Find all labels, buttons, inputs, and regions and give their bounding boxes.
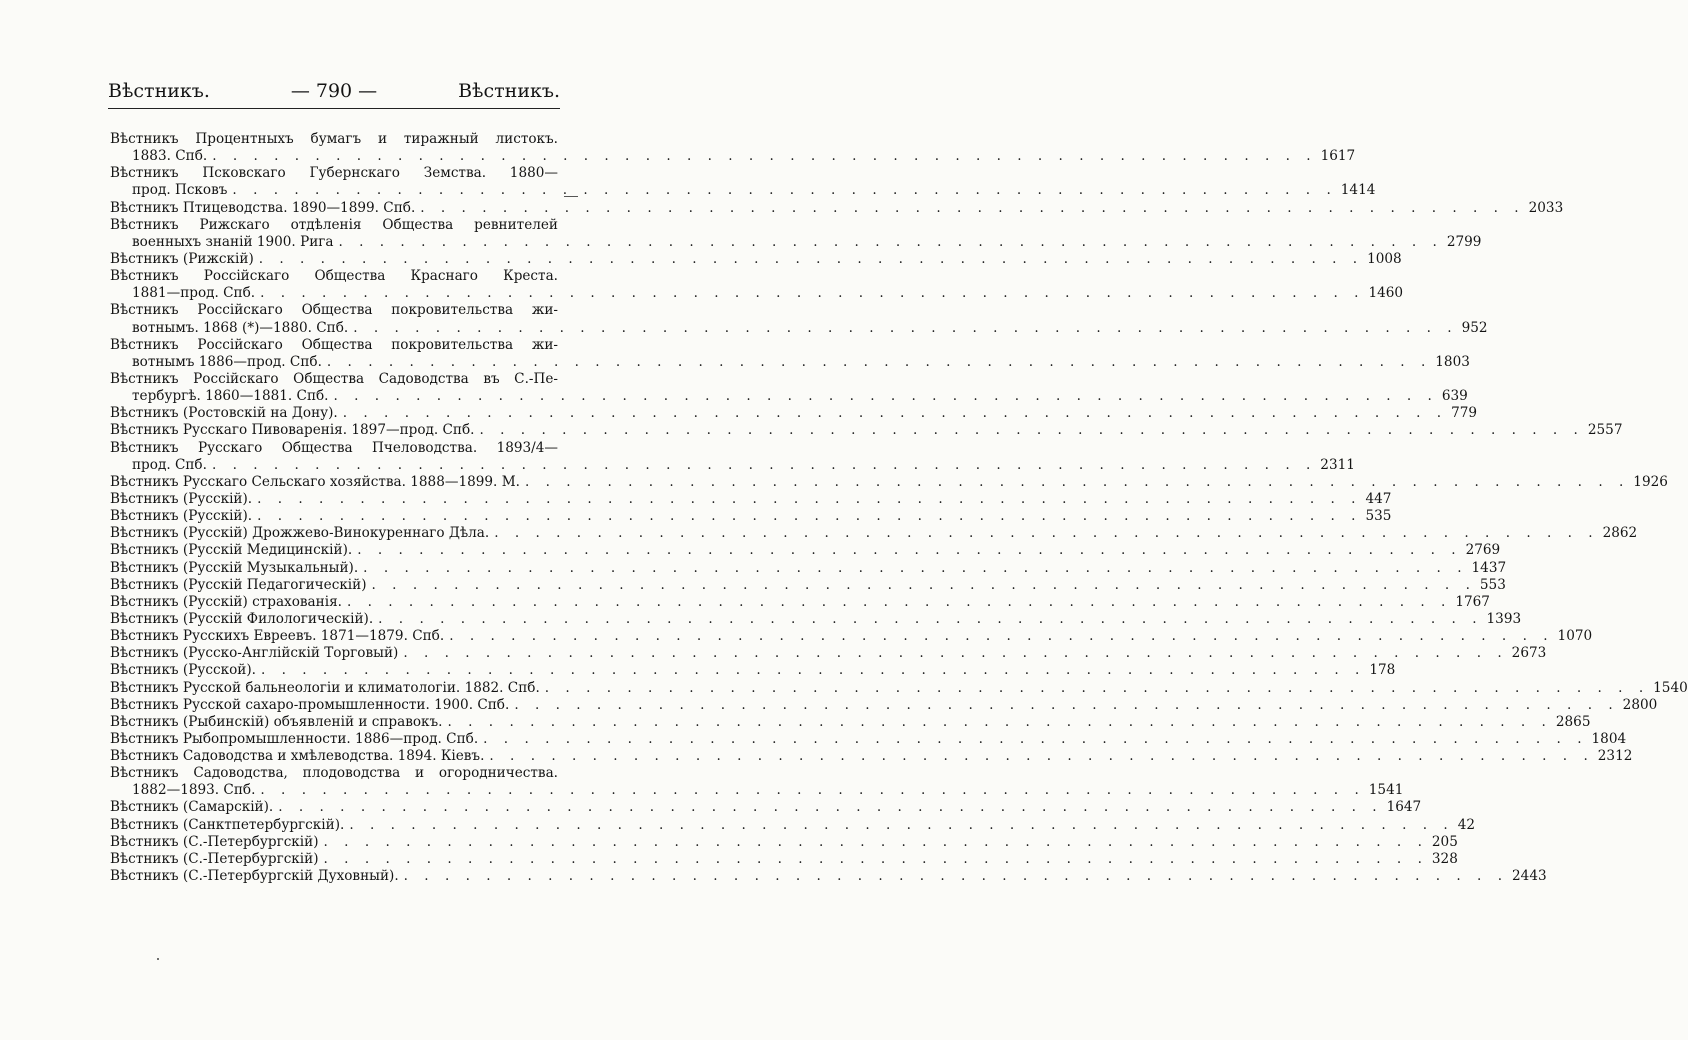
dot-leader: [256, 662, 1365, 679]
header-rule: [108, 108, 560, 109]
entry-number: 1008: [1367, 250, 1402, 267]
index-entry: [110, 799, 1422, 816]
index-entry: [110, 833, 1458, 851]
index-entry: [110, 696, 1658, 714]
entry-line: [110, 490, 1392, 508]
entry-title: Вѣстникъ Русской сахаро-промышленности. 1900. Спб.: [110, 696, 510, 713]
entry-line: Вѣстникъ Россійскаго Общества покровительства жи-: [110, 336, 558, 353]
entry-number: 205: [1431, 833, 1458, 850]
entry-title: Вѣстникъ (Ростовскій на Дону).: [110, 405, 338, 422]
entry-line: [110, 525, 1638, 542]
entry-number: 2443: [1512, 868, 1547, 885]
index-entry: [110, 490, 1392, 508]
entry-line: [110, 645, 1547, 662]
dot-leader: [475, 422, 1584, 439]
entry-line: [110, 182, 1376, 199]
entry-title: 1882—1893. Спб.: [132, 782, 256, 799]
index-entry: [110, 268, 1404, 302]
running-head-left: Вѣстникъ.: [108, 80, 210, 102]
entry-number: 1617: [1320, 148, 1356, 165]
entry-line: [110, 730, 1627, 748]
entry-title: Вѣстникъ (Рижскій): [110, 250, 254, 267]
dot-leader: [252, 508, 1361, 525]
entry-number: 42: [1457, 816, 1475, 833]
entry-line: [110, 473, 1668, 491]
entry-line: [110, 662, 1396, 679]
entry-line: [110, 285, 1404, 302]
dot-leader: [207, 148, 1316, 165]
index-entry: [110, 816, 1475, 834]
dot-leader: [398, 645, 1507, 662]
index-entry: [110, 850, 1458, 868]
entry-title: Вѣстникъ (Самарскій).: [110, 799, 274, 816]
index-entry: [110, 576, 1506, 594]
dot-leader: [319, 834, 1428, 851]
dot-leader: [489, 525, 1598, 542]
entry-title: Вѣстникъ (С.-Петербургскій): [110, 833, 319, 850]
dot-leader: [329, 388, 1438, 405]
index-entry: [110, 662, 1396, 679]
index-entry: [110, 439, 1355, 474]
dot-leader: [273, 799, 1382, 816]
dot-leader: [319, 851, 1428, 868]
entry-number: 178: [1369, 662, 1396, 679]
entry-title: Вѣстникъ (Русскій).: [110, 490, 253, 507]
entry-line: [110, 850, 1458, 868]
entry-title: Вѣстникъ (Русскій Музыкальный).: [110, 559, 359, 576]
entry-number: 535: [1365, 508, 1392, 525]
entry-number: 1414: [1340, 182, 1376, 199]
index-entry: [110, 405, 1478, 422]
entry-number: 2865: [1555, 713, 1591, 730]
entry-line: Вѣстникъ Псковскаго Губернскаго Земства. 1880—: [110, 165, 558, 182]
index-entry: [110, 748, 1633, 765]
entry-line: [110, 456, 1355, 474]
entry-number: 1437: [1471, 559, 1507, 576]
dot-leader: [373, 611, 1482, 628]
index-entry: [110, 610, 1522, 628]
entry-line: [110, 593, 1490, 611]
index-entry: [110, 645, 1547, 662]
entry-line: [110, 833, 1458, 851]
entry-title: Вѣстникъ (Русскій).: [110, 508, 253, 525]
dot-leader: [255, 285, 1364, 302]
entry-title: Вѣстникъ (Русскій) страхованія.: [110, 593, 342, 610]
index-entry: [110, 713, 1591, 731]
dot-leader: [338, 405, 1447, 422]
entry-line: [110, 559, 1507, 577]
entry-number: 328: [1431, 850, 1458, 867]
entry-title: 1883. Спб.: [132, 148, 208, 165]
entry-title: 1881—прод. Спб.: [132, 285, 256, 302]
entry-number: 1804: [1591, 730, 1627, 747]
entry-line: [110, 199, 1564, 217]
dot-leader: [367, 577, 1476, 594]
entry-title: Вѣстникъ (Санктпетербургскій).: [110, 816, 345, 833]
index-entry: [110, 370, 1468, 405]
entry-line: [110, 405, 1478, 422]
entry-line: [110, 816, 1475, 834]
entry-line: [110, 353, 1470, 371]
entry-title: Вѣстникъ (Русскій Медицинскій).: [110, 542, 353, 559]
entry-line: [110, 422, 1623, 439]
index-entry: [110, 336, 1470, 371]
entry-line: Вѣстникъ Садоводства, плодоводства и огородничества.: [110, 765, 558, 782]
entry-number: 2800: [1622, 696, 1658, 713]
entry-line: [110, 610, 1522, 628]
entry-title: военныхъ знаній 1900. Рига: [132, 233, 334, 250]
entry-number: 2799: [1446, 233, 1482, 250]
entry-title: вотнымъ 1886—прод. Спб.: [132, 353, 322, 370]
dot-leader: [415, 200, 1524, 217]
entry-number: 1540: [1653, 679, 1688, 696]
running-head-right: Вѣстникъ.: [458, 80, 560, 102]
entry-title: Вѣстникъ Русскихъ Евреевъ. 1871—1879. Спб.: [110, 628, 445, 645]
entry-title: Вѣстникъ (С.-Петербургскій Духовный).: [110, 868, 399, 885]
entry-number: 1460: [1368, 285, 1404, 302]
entry-title: Вѣстникъ Русскаго Пивоваренія. 1897—прод. Спб.: [110, 422, 475, 439]
entry-title: Вѣстникъ (Русскій Филологическій).: [110, 610, 374, 627]
entry-number: 2673: [1511, 645, 1547, 662]
index-entry: [110, 628, 1593, 645]
entry-title: Вѣстникъ Русской бальнеологіи и климатологіи. 1882. Спб.: [110, 679, 540, 696]
entry-line: [110, 319, 1488, 337]
entry-number: 2862: [1602, 525, 1638, 542]
entry-number: 2312: [1597, 748, 1633, 765]
entry-title: тербургѣ. 1860—1881. Спб.: [132, 388, 329, 405]
index-entry: [110, 165, 1376, 199]
index-entry: [110, 250, 1402, 268]
entry-number: 1767: [1455, 593, 1490, 610]
index-entry: [110, 765, 1404, 799]
entry-line: [110, 576, 1506, 594]
dot-leader: [342, 594, 1451, 611]
entry-line: [110, 696, 1658, 714]
entry-number: 779: [1451, 405, 1478, 422]
dot-leader: [484, 748, 1593, 765]
entry-line: [110, 508, 1392, 525]
entry-line: [110, 233, 1482, 251]
entry-line: Вѣстникъ Россійскаго Общества Краснаго Креста.: [110, 268, 558, 285]
index-entries: [110, 131, 1688, 885]
entry-number: 553: [1479, 576, 1506, 593]
index-entry: [110, 131, 1356, 165]
entry-title: прод. Псковъ: [132, 182, 228, 199]
index-entry: [110, 508, 1392, 525]
entry-number: 1926: [1633, 473, 1668, 490]
entry-number: 2557: [1587, 422, 1623, 439]
index-entry: [110, 679, 1688, 697]
dot-leader: [509, 697, 1618, 714]
dot-leader: [252, 491, 1361, 508]
entry-title: Вѣстникъ (Русской).: [110, 662, 256, 679]
dot-leader: [348, 320, 1457, 337]
index-entry: [110, 868, 1547, 885]
entry-line: [110, 250, 1402, 268]
entry-line: Вѣстникъ Россійскаго Общества Садоводства въ С.-Пе-: [110, 370, 558, 387]
entry-number: 639: [1441, 388, 1468, 405]
paper-speck: [157, 958, 159, 960]
dot-leader: [254, 251, 1363, 268]
dot-leader: [478, 731, 1587, 748]
dot-leader: [322, 354, 1431, 371]
entry-number: 1070: [1557, 628, 1593, 645]
index-entry: [110, 593, 1490, 611]
index-entry: [110, 730, 1627, 748]
entry-title: прод. Спб.: [132, 456, 207, 473]
entry-number: 2769: [1465, 542, 1501, 559]
entry-title: Вѣстникъ Русскаго Сельскаго хозяйства. 1888—1899. М.: [110, 473, 520, 490]
dot-leader: [352, 542, 1461, 559]
entry-line: Вѣстникъ Рижскаго отдѣленія Общества ревнителей: [110, 216, 558, 233]
entry-title: вотнымъ. 1868 (*)—1880. Спб.: [132, 319, 349, 336]
entry-number: 1803: [1435, 353, 1470, 370]
dot-leader: [255, 782, 1364, 799]
entry-line: [110, 868, 1547, 885]
entry-title: Вѣстникъ Птицеводства. 1890—1899. Спб.: [110, 199, 416, 216]
dot-leader: [227, 182, 1336, 199]
dot-leader: [344, 817, 1453, 834]
entry-line: [110, 628, 1593, 645]
entry-number: 1647: [1386, 799, 1422, 816]
dot-leader: [334, 234, 1443, 251]
entry-line: [110, 748, 1633, 765]
index-entry: [110, 422, 1623, 439]
entry-title: Вѣстникъ (Русскій Педагогическій): [110, 576, 367, 593]
dot-leader: [540, 680, 1649, 697]
dot-leader: [207, 457, 1316, 474]
entry-title: Вѣстникъ (С.-Петербургскій): [110, 850, 319, 867]
index-entry: [110, 559, 1507, 577]
entry-number: 1393: [1486, 610, 1522, 627]
index-entry: [110, 199, 1564, 217]
entry-line: [110, 679, 1688, 697]
entry-line: Вѣстникъ Процентныхъ бумагъ и тиражный листокъ.: [110, 131, 558, 147]
entry-number: 2311: [1320, 456, 1355, 473]
page-number: — 790 —: [290, 80, 378, 102]
index-entry: [110, 473, 1668, 491]
margin-mark: [564, 196, 578, 197]
entry-number: 2033: [1528, 199, 1564, 216]
entry-number: 952: [1461, 319, 1488, 336]
entry-title: Вѣстникъ Садоводства и хмѣлеводства. 1894. Кіевъ.: [110, 748, 485, 765]
entry-title: Вѣстникъ (Русскій) Дрожжево-Винокуреннаго Дѣла.: [110, 525, 490, 542]
entry-line: [110, 782, 1404, 799]
entry-line: [110, 148, 1356, 165]
entry-number: 1541: [1368, 782, 1404, 799]
index-entry: [110, 302, 1488, 336]
index-entry: [110, 216, 1482, 251]
entry-line: Вѣстникъ Россійскаго Общества покровительства жи-: [110, 302, 558, 319]
entry-number: 447: [1365, 490, 1392, 507]
index-entry: [110, 525, 1638, 542]
entry-line: [110, 799, 1422, 816]
dot-leader: [444, 628, 1553, 645]
entry-line: Вѣстникъ Русскаго Общества Пчеловодства. 1893/4—: [110, 439, 558, 456]
entry-title: Вѣстникъ (Русско-Англійскій Торговый): [110, 645, 399, 662]
dot-leader: [443, 714, 1552, 731]
entry-title: Вѣстникъ Рыбопромышленности. 1886—прод. Спб.: [110, 730, 479, 747]
dot-leader: [358, 560, 1467, 577]
dot-leader: [399, 868, 1508, 885]
index-entry: [110, 542, 1501, 559]
entry-line: [110, 388, 1468, 405]
entry-line: [110, 542, 1501, 559]
entry-title: Вѣстникъ (Рыбинскій) объявленій и справокъ.: [110, 713, 443, 730]
entry-line: [110, 713, 1591, 731]
dot-leader: [520, 474, 1629, 491]
running-head: [108, 78, 560, 104]
